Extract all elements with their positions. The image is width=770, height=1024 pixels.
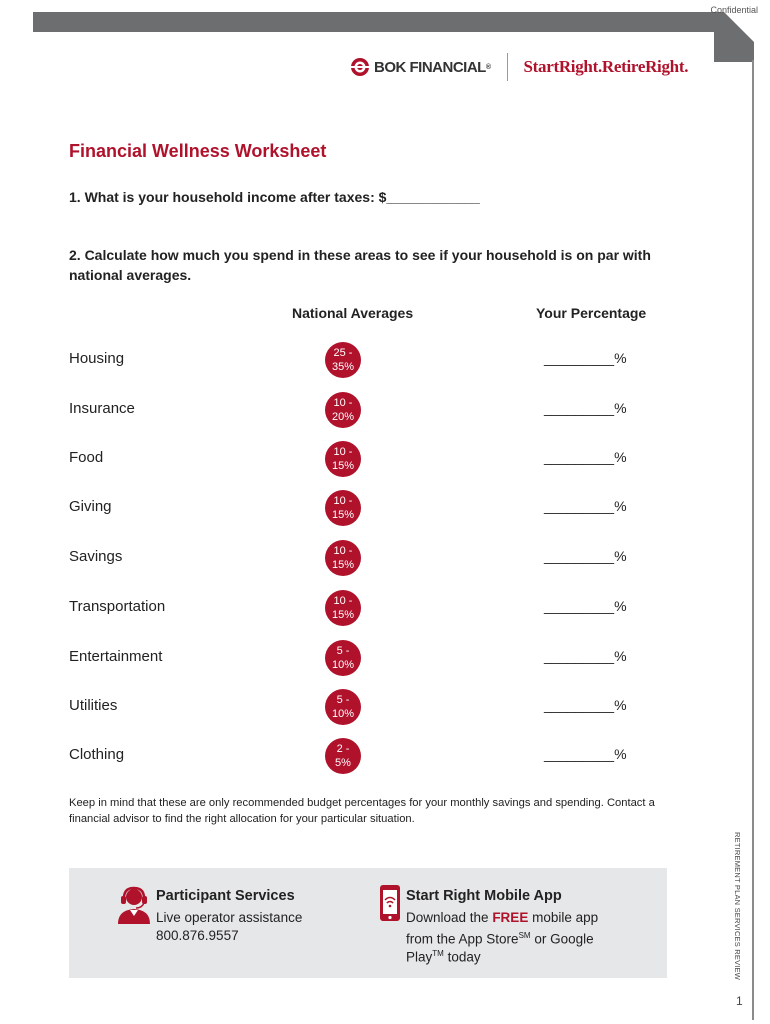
bok-reg-mark: ®	[485, 63, 491, 71]
header-bar	[33, 12, 714, 32]
category-label: Insurance	[69, 400, 135, 417]
category-label: Transportation	[69, 598, 166, 615]
percentage-blank: _________%	[544, 548, 627, 564]
table-row	[0, 441, 770, 477]
page-title: Financial Wellness Worksheet	[69, 141, 327, 161]
free-highlight: FREE	[492, 910, 529, 925]
bok-financial-logo	[350, 57, 491, 77]
bok-logo-text: BOK FINANCIAL	[374, 58, 486, 76]
participant-line-1: Live operator assistance	[156, 910, 303, 925]
category-label: Savings	[69, 548, 123, 565]
bok-logo-icon	[350, 57, 370, 77]
mobile-phone-wifi-icon	[379, 884, 401, 922]
category-label: Utilities	[69, 697, 118, 714]
national-average-badge: 2 - 5%	[325, 738, 361, 774]
national-average-badge: 5 - 10%	[325, 689, 361, 725]
percentage-blank: _________%	[544, 449, 627, 465]
national-average-badge: 5 - 10%	[325, 640, 361, 676]
participant-phone: 800.876.9557	[156, 928, 239, 943]
table-row	[0, 689, 770, 725]
table-row	[0, 392, 770, 428]
national-average-badge: 10 - 15%	[325, 490, 361, 526]
app-line-1: Download the FREE mobile app	[406, 910, 599, 925]
percentage-blank: _________%	[544, 697, 627, 713]
national-average-badge: 10 - 20%	[325, 392, 361, 428]
confidential-label: Confidential	[710, 5, 758, 15]
disclaimer-note: Keep in mind that these are only recommended budget percentages for your monthly savings and spending. Contact a financial advisor to find the right allocation for your particular situation.	[69, 797, 655, 825]
percentage-blank: _________%	[544, 746, 627, 762]
national-average-badge: 10 - 15%	[325, 540, 361, 576]
table-row	[0, 342, 770, 378]
contact-footer	[69, 868, 667, 978]
app-line-3: Play™ today	[406, 949, 481, 965]
logo-row	[350, 52, 688, 82]
category-label: Food	[69, 449, 104, 466]
logo-divider	[507, 53, 508, 81]
your-percentage-header: Your Percentage	[536, 305, 647, 321]
header-corner	[714, 12, 770, 62]
percentage-blank: _________%	[544, 350, 627, 366]
question-2: 2. Calculate how much you spend in these areas to see if your household is on par with national averages.	[69, 247, 651, 283]
app-line-2: from the App Store℠ or Google	[406, 931, 594, 947]
percentage-blank: _________%	[544, 498, 627, 514]
percentage-blank: _________%	[544, 598, 627, 614]
headset-operator-icon	[116, 886, 152, 924]
sidebar-section-label: RETIREMENT PLAN SERVICES REVIEW	[733, 832, 742, 981]
participant-services-title: Participant Services	[156, 888, 295, 904]
mobile-app-title: Start Right Mobile App	[406, 888, 562, 904]
percentage-blank: _________%	[544, 400, 627, 416]
table-row	[0, 490, 770, 526]
table-row	[0, 640, 770, 676]
national-average-badge: 25 - 35%	[325, 342, 361, 378]
national-average-badge: 10 - 15%	[325, 441, 361, 477]
category-label: Entertainment	[69, 648, 163, 665]
category-label: Housing	[69, 350, 125, 367]
percentage-blank: _________%	[544, 648, 627, 664]
table-row	[0, 738, 770, 774]
page-number: 1	[736, 994, 743, 1008]
category-label: Giving	[69, 498, 112, 515]
national-average-badge: 10 - 15%	[325, 590, 361, 626]
category-label: Clothing	[69, 746, 125, 763]
question-1: 1. What is your household income after taxes: $____________	[69, 189, 480, 205]
brand-tagline: StartRight.RetireRight.	[523, 57, 689, 76]
national-averages-header: National Averages	[292, 305, 414, 321]
table-row	[0, 590, 770, 626]
table-row	[0, 540, 770, 576]
